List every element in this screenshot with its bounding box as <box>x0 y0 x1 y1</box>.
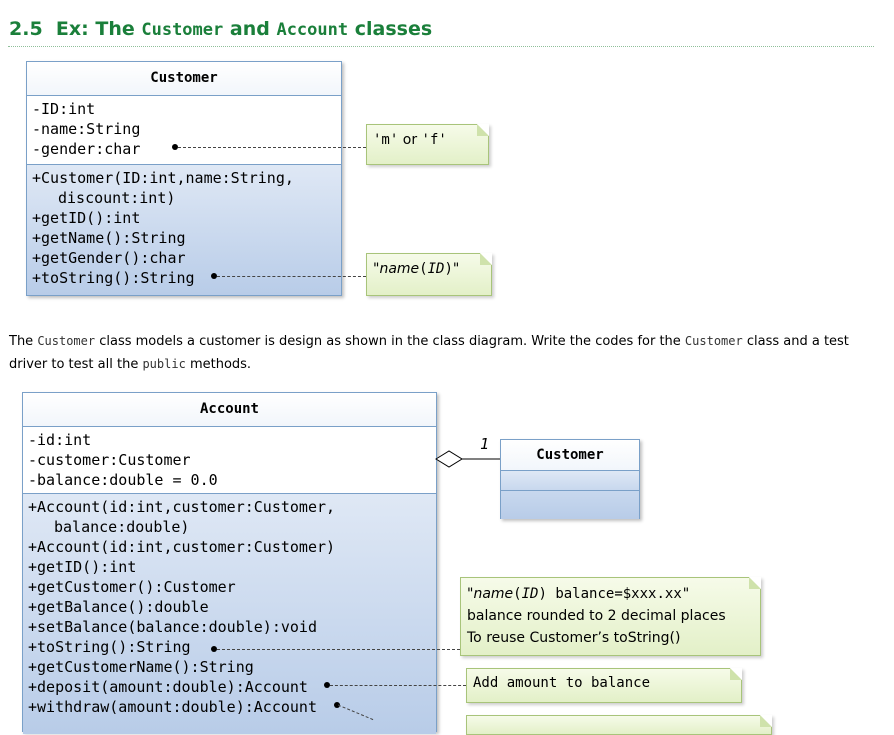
class-attributes <box>23 427 436 494</box>
account-class-box <box>22 392 437 732</box>
heading-divider <box>8 46 874 47</box>
operation: +getID():int <box>32 209 141 227</box>
heading-text-and: and <box>229 18 270 40</box>
operation: +getName():String <box>32 229 186 247</box>
attribute: -name:String <box>32 120 141 138</box>
note-line: balance rounded to 2 decimal places <box>467 608 726 624</box>
note-text: " <box>373 261 380 277</box>
para-code: Customer <box>37 334 96 348</box>
note-text: 'f' <box>421 132 447 148</box>
class-title: Customer <box>501 440 639 471</box>
operation: +getCustomer():Customer <box>28 578 236 596</box>
attribute: -gender:char <box>32 140 141 158</box>
note-gender <box>366 124 489 165</box>
operation: +deposit(amount:double):Account <box>28 678 308 696</box>
para-code: Customer <box>684 334 743 348</box>
note-deposit <box>466 668 742 703</box>
note-connector <box>338 704 378 721</box>
operation: +Account(id:int,customer:Customer, <box>28 498 336 516</box>
para-text: class and a test driver to test all the <box>9 334 849 372</box>
aggregation-diamond-icon <box>436 451 462 467</box>
section-heading <box>9 18 874 40</box>
note-text: ) <box>444 261 453 277</box>
note-account-tostring <box>460 577 761 656</box>
note-text: name <box>379 261 420 277</box>
class-title: Account <box>23 393 436 427</box>
operation: +getBalance():double <box>28 598 209 616</box>
operation: +getCustomerName():String <box>28 658 254 676</box>
para-code: public <box>142 357 186 371</box>
operation: +withdraw(amount:double):Account <box>28 698 317 716</box>
note-text: ID <box>427 261 445 277</box>
note-text: name <box>473 586 514 602</box>
operation: +Customer(ID:int,name:String, <box>32 169 294 187</box>
attribute: -ID:int <box>32 100 96 118</box>
operation: +Account(id:int,customer:Customer) <box>28 538 336 556</box>
note-connector <box>217 649 460 650</box>
attribute: -id:int <box>28 431 92 449</box>
class-attributes-empty <box>501 471 639 491</box>
description-paragraph <box>9 330 879 376</box>
note-withdraw <box>466 715 772 735</box>
operation: +setBalance(balance:double):void <box>28 618 317 636</box>
attribute: -customer:Customer <box>28 451 191 469</box>
section-number: 2.5 <box>9 18 43 40</box>
note-text: or <box>398 132 422 148</box>
operation: +getGender():char <box>32 249 186 267</box>
note-tostring <box>366 253 492 296</box>
heading-text-classes: classes <box>354 18 433 40</box>
para-text: The <box>9 334 38 349</box>
note-text: balance=$xxx.xx" <box>546 586 691 602</box>
note-text: " <box>452 261 460 277</box>
attribute: -balance:double = 0.0 <box>28 471 218 489</box>
class-attributes <box>27 96 341 165</box>
customer-class-box <box>26 61 342 296</box>
class-operations-empty <box>501 491 639 519</box>
note-connector <box>217 276 366 277</box>
operation: +getID():int <box>28 558 137 576</box>
note-text: ID <box>521 586 539 602</box>
operation-continued: balance:double) <box>54 518 190 536</box>
customer-class-ref-box <box>500 439 640 519</box>
note-connector <box>178 147 366 148</box>
operation-continued: discount:int) <box>58 189 176 207</box>
heading-text: Ex: The <box>55 18 135 40</box>
heading-code-customer: Customer <box>141 20 224 40</box>
note-text: Add amount to balance <box>473 675 651 691</box>
operation: +toString():String <box>28 638 191 656</box>
note-line: To reuse Customer’s toString() <box>467 630 681 646</box>
note-connector <box>330 685 466 686</box>
para-text: methods. <box>185 357 252 372</box>
aggregation-connector <box>432 445 504 475</box>
class-title: Customer <box>27 62 341 96</box>
heading-code-account: Account <box>276 20 349 40</box>
note-text: ( <box>419 261 428 277</box>
para-text: class models a customer is design as shown in the class diagram. Write the codes for the <box>95 334 685 349</box>
operation: +toString():String <box>32 269 195 287</box>
multiplicity-label: 1 <box>480 435 490 453</box>
note-text: 'm' <box>373 132 399 148</box>
note-line: "name(ID) balance=$xxx.xx" <box>467 586 691 602</box>
class-operations <box>23 494 436 734</box>
